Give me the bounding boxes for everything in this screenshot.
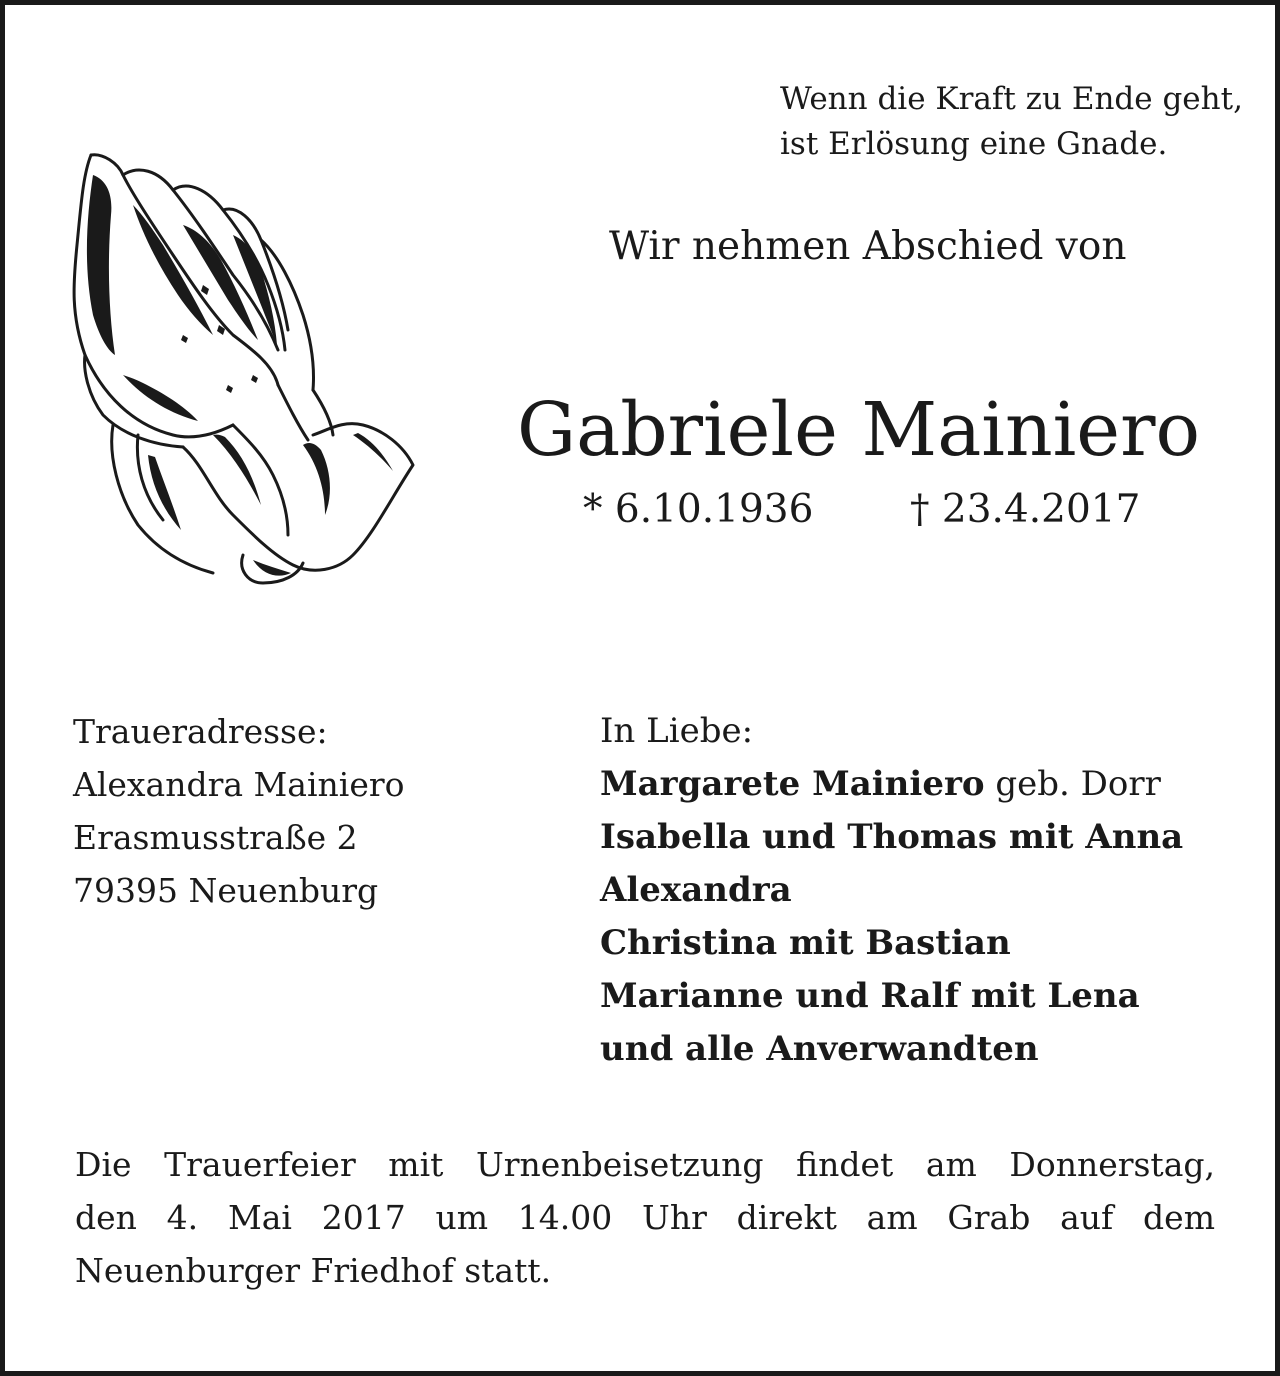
motto-quote — [780, 77, 1243, 167]
address-name: Alexandra Mainiero — [73, 765, 405, 804]
family-line-3: Alexandra — [600, 870, 792, 910]
family-line-6: und alle Anverwandten — [600, 1029, 1039, 1069]
family-line-1-name: Margarete Mainiero — [600, 764, 985, 804]
praying-hands-icon — [63, 135, 423, 585]
address-street: Erasmusstraße 2 — [73, 818, 358, 857]
address-city: 79395 Neuenburg — [73, 871, 379, 910]
notice-line-2: den 4. Mai 2017 um 14.00 Uhr direkt am Grab auf dem — [75, 1198, 1215, 1237]
notice-line-1: Die Trauerfeier mit Urnenbeisetzung findet am Donnerstag, — [75, 1145, 1215, 1184]
family-list — [600, 705, 1183, 1076]
family-label: In Liebe: — [600, 711, 754, 751]
funeral-notice — [75, 1138, 1215, 1297]
death-date: † 23.4.2017 — [910, 487, 1141, 532]
motto-line-1: Wenn die Kraft zu Ende geht, — [780, 81, 1243, 117]
intro-text: Wir nehmen Abschied von — [609, 224, 1127, 269]
family-line-4: Christina mit Bastian — [600, 923, 1011, 963]
family-line-1-maiden: geb. Dorr — [984, 764, 1161, 804]
address-label: Traueradresse: — [73, 712, 328, 751]
family-line-5: Marianne und Ralf mit Lena — [600, 976, 1140, 1016]
notice-line-3: Neuenburger Friedhof statt. — [75, 1251, 552, 1290]
birth-date: * 6.10.1936 — [583, 487, 814, 532]
family-line-1 — [600, 758, 1183, 811]
deceased-name: Gabriele Mainiero — [517, 387, 1201, 473]
family-line-2: Isabella und Thomas mit Anna — [600, 817, 1184, 857]
mourning-address — [73, 705, 405, 917]
motto-line-2: ist Erlösung eine Gnade. — [780, 126, 1168, 162]
